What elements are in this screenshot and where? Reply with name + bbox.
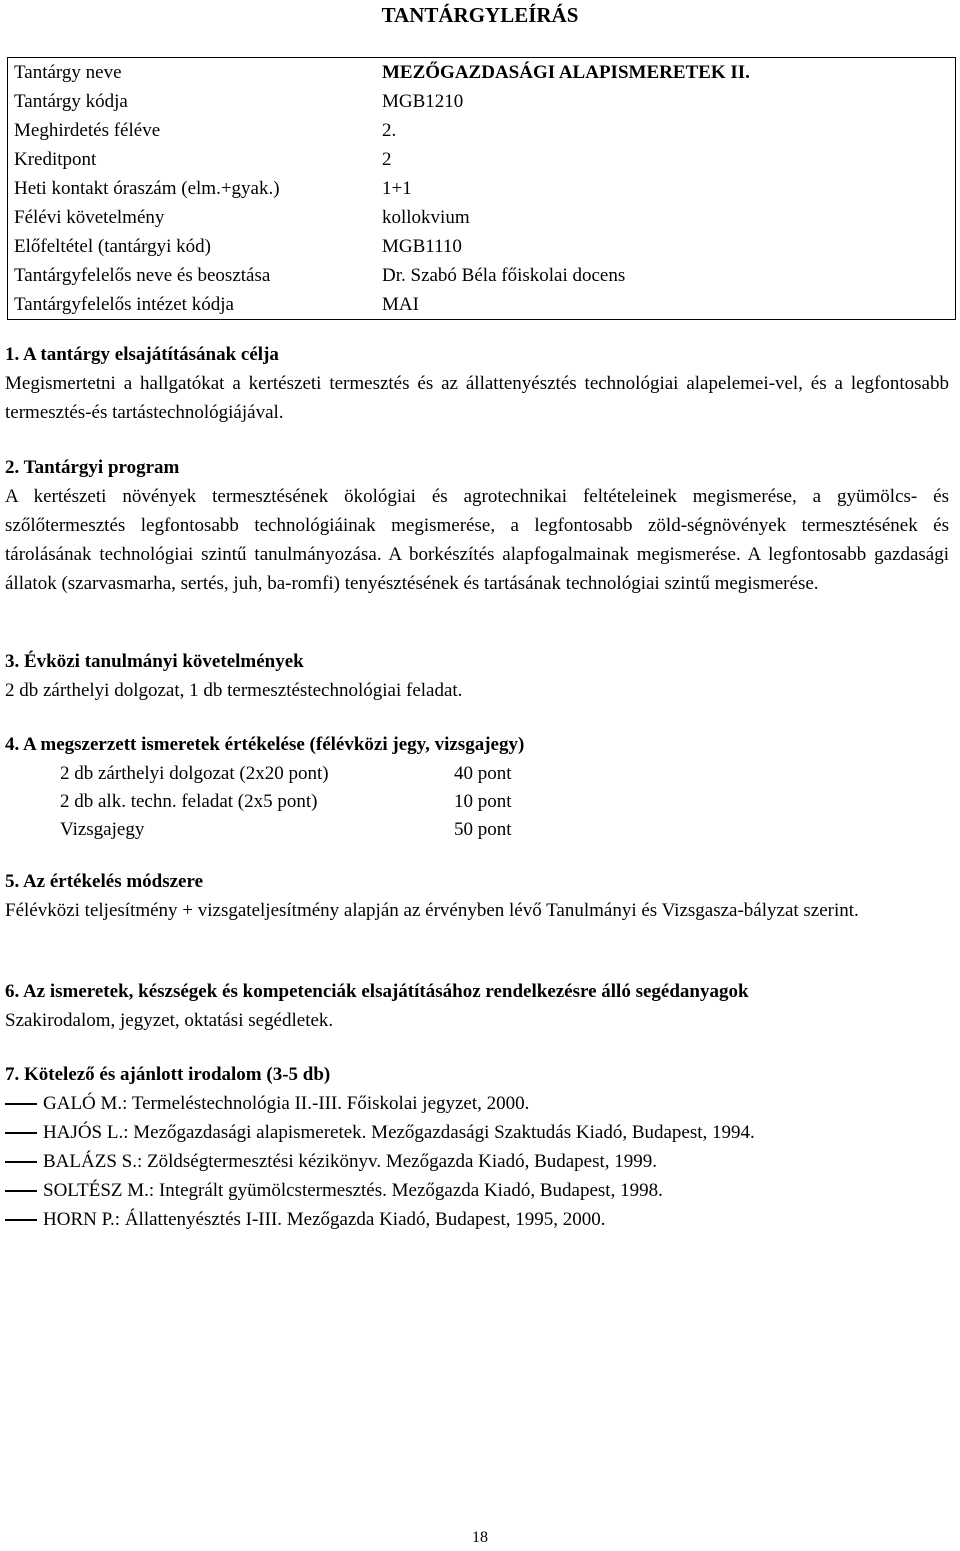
section-semester-requirements [5,647,949,705]
grade-item-name: 2 db alk. techn. feladat (2x5 pont) [60,791,318,812]
list-item [5,1147,949,1176]
section-title: 7. Kötelező és ajánlott irodalom (3-5 db) [5,1064,331,1085]
section-literature [5,1060,949,1234]
section-assessment [5,730,949,843]
section-body: 2 db zárthelyi dolgozat, 1 db termesztéstechnológiai feladat. [5,680,463,701]
row-value: 2. [382,120,397,141]
row-label: Tantárgyfelelős neve és beosztása [14,265,271,286]
reference-text: SOLTÉSZ M.: Integrált gyümölcstermesztés. Mezőgazda Kiadó, Budapest, 1998. [43,1180,663,1201]
row-value: 1+1 [382,178,412,199]
row-label: Meghirdetés féléve [14,120,161,141]
list-item [5,1205,949,1234]
reference-text: HORN P.: Állattenyésztés I-III. Mezőgazda Kiadó, Budapest, 1995, 2000. [43,1209,606,1230]
table-row [8,203,956,232]
reference-list [5,1089,949,1234]
row-label: Tantárgy kódja [14,91,128,112]
table-row [8,232,956,261]
table-row [8,174,956,203]
section-evaluation-method [5,867,949,925]
grade-item-name: Vizsgajegy [60,819,145,840]
dash-bullet-icon [5,1205,43,1234]
section-learning-materials [5,977,949,1035]
table-row [8,261,956,290]
section-title: 5. Az értékelés módszere [5,871,204,892]
row-value: MGB1210 [382,91,464,112]
row-label: Félévi követelmény [14,207,165,228]
list-item [60,787,949,815]
course-info-table [7,57,956,320]
section-title: 4. A megszerzett ismeretek értékelése (félévközi jegy, vizsgajegy) [5,734,525,755]
section-body: Félévközi teljesítmény + vizsgateljesítmény alapján az érvényben lévő Tanulmányi és Vizsgasza-bályzat szerint. [5,900,859,921]
section-body: Megismertetni a hallgatókat a kertészeti termesztés és az állattenyésztés technológiai alapelemei-vel, és a legfontosabb termesztés-és tartástechnológiájával. [5,373,949,423]
row-label: Kreditpont [14,149,97,170]
dash-bullet-icon [5,1089,43,1118]
row-value: MGB1110 [382,236,462,257]
table-row [8,58,956,88]
section-title: 1. A tantárgy elsajátításának célja [5,344,279,365]
dash-bullet-icon [5,1147,43,1176]
list-item [60,815,949,843]
grade-item-points: 40 pont [454,763,512,784]
section-body: Szakirodalom, jegyzet, oktatási segédletek. [5,1010,334,1031]
row-label: Tantárgyfelelős intézet kódja [14,294,234,315]
row-value: Dr. Szabó Béla főiskolai docens [382,265,626,286]
table-row [8,87,956,116]
dash-bullet-icon [5,1176,43,1205]
grade-list [60,759,949,843]
table-row [8,145,956,174]
list-item [5,1118,949,1147]
list-item [5,1176,949,1205]
reference-text: BALÁZS S.: Zöldségtermesztési kézikönyv. Mezőgazda Kiadó, Budapest, 1999. [43,1151,658,1172]
reference-text: GALÓ M.: Termeléstechnológia II.-III. Főiskolai jegyzet, 2000. [43,1093,530,1114]
row-label: Tantárgy neve [14,62,122,83]
table-row [8,116,956,145]
row-value: MAI [382,294,419,315]
section-title: 6. Az ismeretek, készségek és kompetenciák elsajátításához rendelkezésre álló segédanyagok [5,981,749,1002]
section-course-goal [5,340,949,427]
section-course-program [5,453,949,598]
reference-text: HAJÓS L.: Mezőgazdasági alapismeretek. Mezőgazdasági Szaktudás Kiadó, Budapest, 1994. [43,1122,755,1143]
list-item [60,759,949,787]
grade-item-points: 10 pont [454,791,512,812]
row-value: 2 [382,149,392,170]
dash-bullet-icon [5,1118,43,1147]
row-value: MEZŐGAZDASÁGI ALAPISMERETEK II. [382,62,750,83]
table-row [8,290,956,320]
row-label: Előfeltétel (tantárgyi kód) [14,236,211,257]
section-title: 2. Tantárgyi program [5,457,180,478]
document-title: TANTÁRGYLEÍRÁS [381,3,579,27]
section-body: A kertészeti növények termesztésének ökológiai és agrotechnikai feltételeinek megismerése, a gyümölcs- és szőlőtermesztés legfontosabb technológiáinak megismerése, a legfontosabb zöld-ségnövények termesztésének és tárolásának technológiai szintű tanulmányozása. A borkészítés alapfogalmainak megismerése. A legfontosabb gazdasági állatok (szarvasmarha, sertés, juh, ba-romfi) tenyésztésének és tartásának technológiai szintű megismerése. [5,486,949,594]
grade-item-points: 50 pont [454,819,512,840]
row-label: Heti kontakt óraszám (elm.+gyak.) [14,178,280,199]
row-value: kollokvium [382,207,470,228]
grade-item-name: 2 db zárthelyi dolgozat (2x20 pont) [60,763,329,784]
section-title: 3. Évközi tanulmányi követelmények [5,651,304,672]
list-item [5,1089,949,1118]
page-number: 18 [472,1529,488,1546]
